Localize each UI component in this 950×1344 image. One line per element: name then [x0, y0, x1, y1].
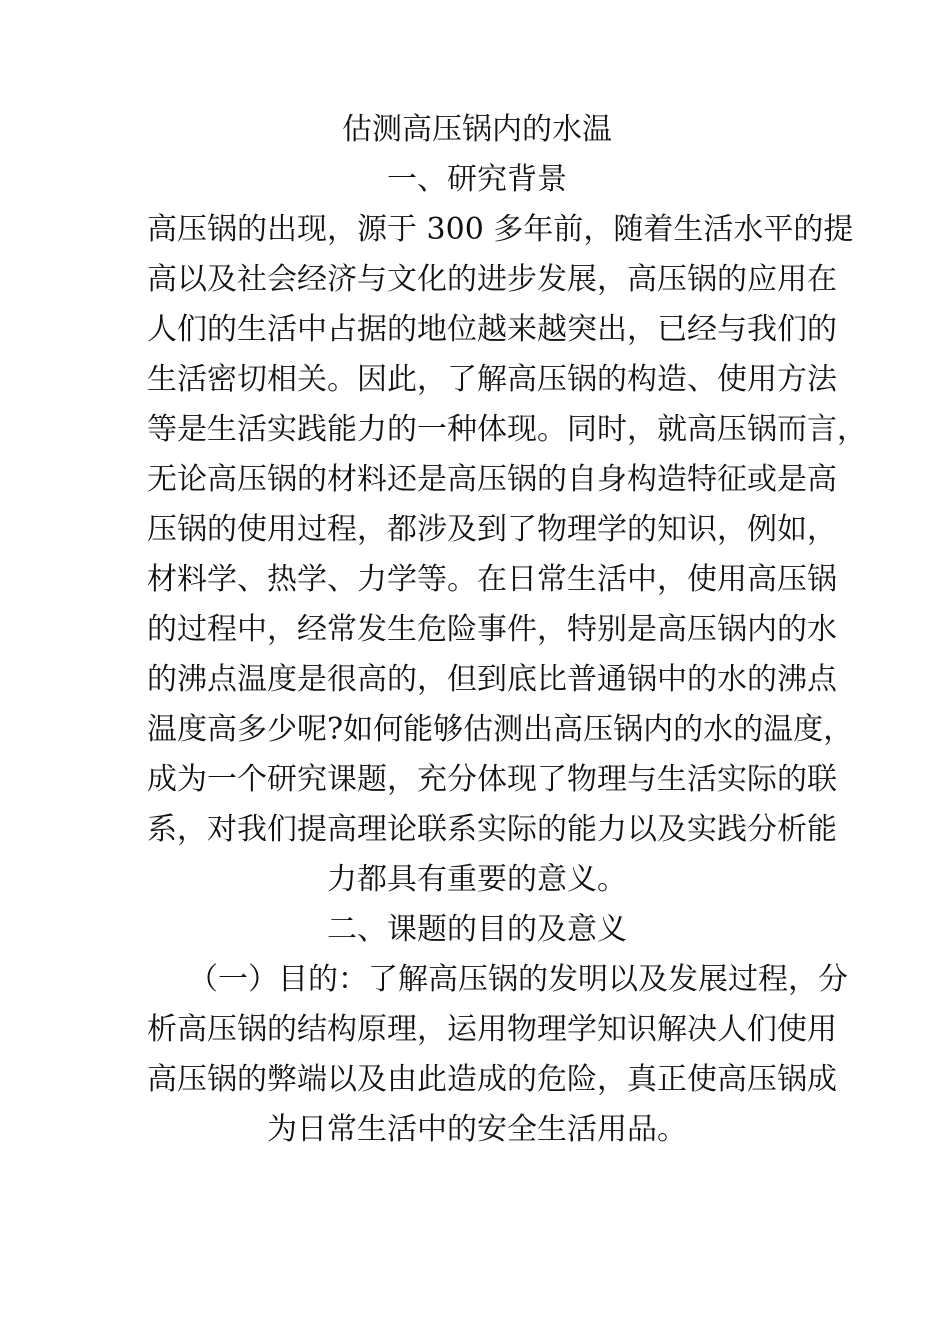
- document-title: 估测高压锅内的水温: [342, 112, 612, 147]
- paragraph-last-line: 为日常生活中的安全生活用品。: [267, 1112, 687, 1147]
- paragraph-line: 高压锅的弊端以及由此造成的危险，真正使高压锅成: [147, 1062, 837, 1097]
- paragraph-line: 无论高压锅的材料还是高压锅的自身构造特征或是高: [147, 462, 837, 497]
- paragraph-line: 的过程中，经常发生危险事件，特别是高压锅内的水: [147, 612, 837, 647]
- paragraph-line: 材料学、热学、力学等。在日常生活中，使用高压锅: [147, 562, 837, 597]
- paragraph-line: 析高压锅的结构原理，运用物理学知识解决人们使用: [147, 1012, 837, 1047]
- paragraph-line: 高压锅的出现，源于 300 多年前，随着生活水平的提: [147, 212, 854, 247]
- paragraph-line: （一）目的：了解高压锅的发明以及发展过程，分: [188, 962, 848, 997]
- paragraph-line: 等是生活实践能力的一种体现。同时，就高压锅而言，: [147, 412, 867, 447]
- paragraph-line: 压锅的使用过程，都涉及到了物理学的知识，例如，: [147, 512, 837, 547]
- paragraph-line: 温度高多少呢?如何能够估测出高压锅内的水的温度，: [147, 712, 854, 747]
- paragraph-line: 生活密切相关。因此，了解高压锅的构造、使用方法: [147, 362, 837, 397]
- section-1-heading: 一、研究背景: [387, 162, 567, 197]
- paragraph-line: 成为一个研究课题，充分体现了物理与生活实际的联: [147, 762, 837, 797]
- paragraph-line: 的沸点温度是很高的，但到底比普通锅中的水的沸点: [147, 662, 837, 697]
- paragraph-line: 高以及社会经济与文化的进步发展，高压锅的应用在: [147, 262, 837, 297]
- paragraph-line: 系，对我们提高理论联系实际的能力以及实践分析能: [147, 812, 837, 847]
- paragraph-last-line: 力都具有重要的意义。: [327, 862, 627, 897]
- section-2-heading: 二、课题的目的及意义: [327, 912, 627, 947]
- paragraph-line: 人们的生活中占据的地位越来越突出，已经与我们的: [147, 312, 837, 347]
